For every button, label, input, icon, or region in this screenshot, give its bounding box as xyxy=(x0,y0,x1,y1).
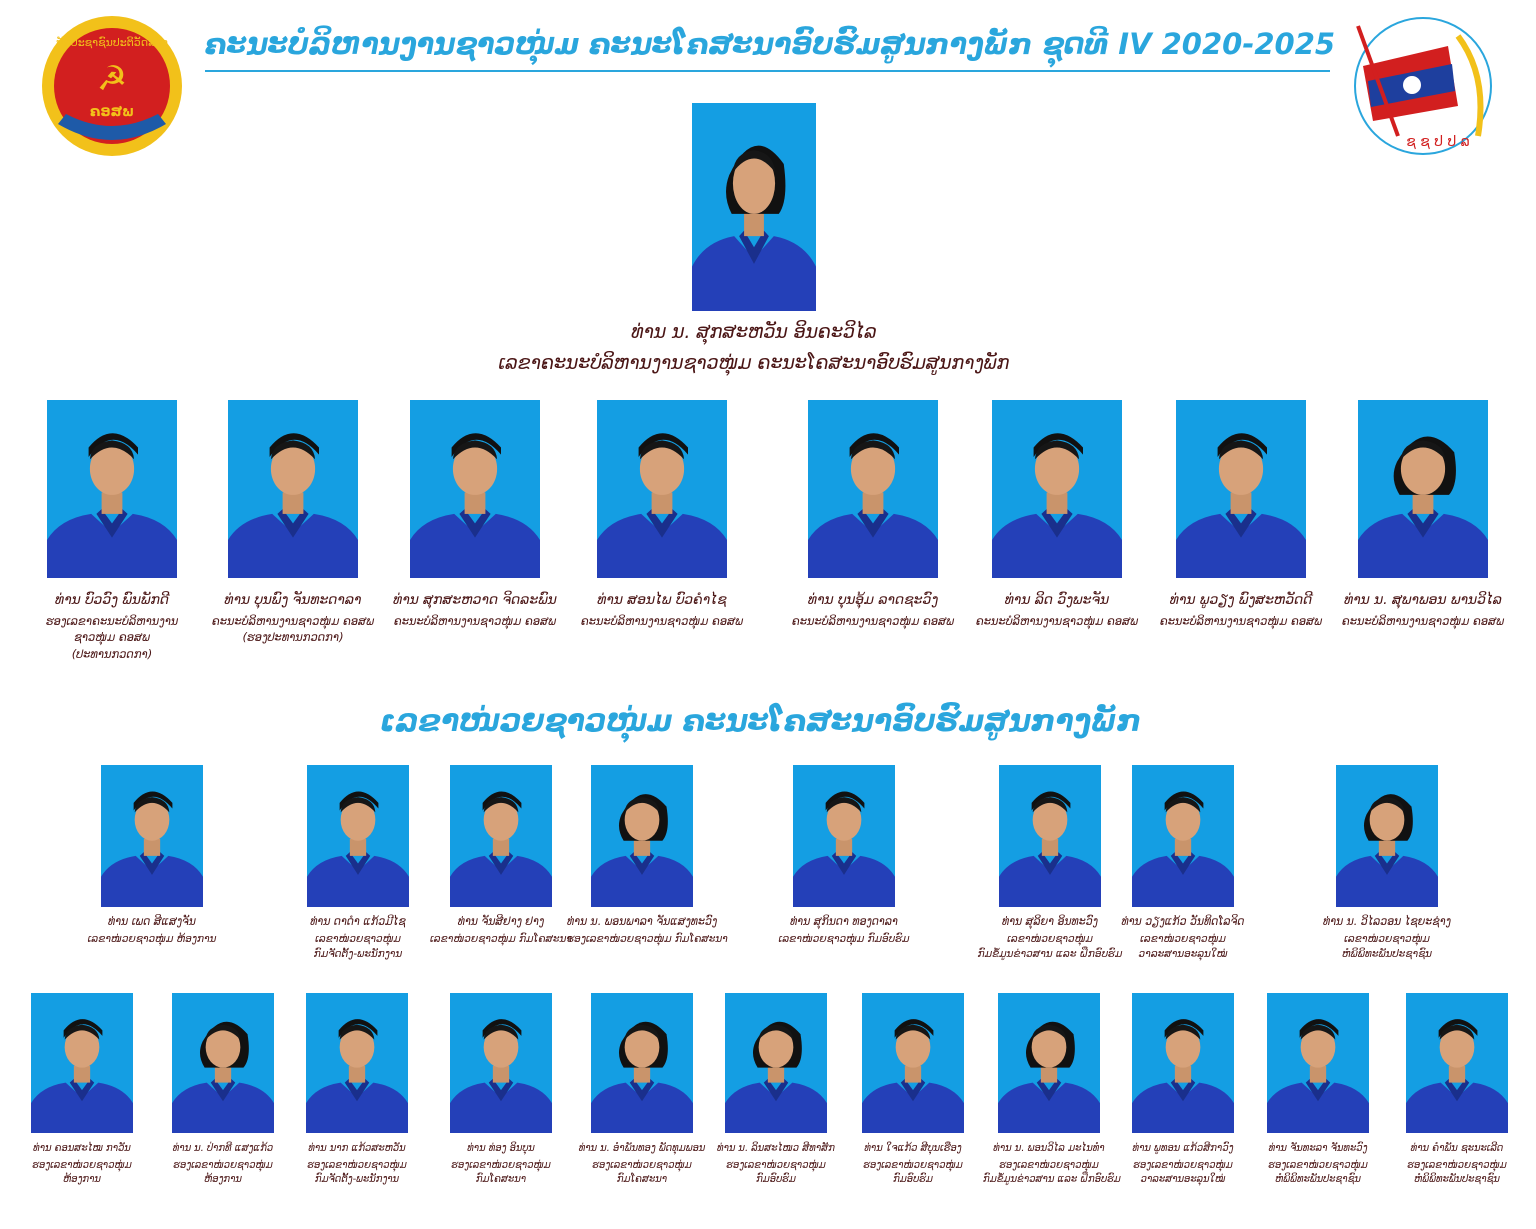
unit-secretary-role-line: ວາລະສານອະລຸນໃໝ່ xyxy=(1138,948,1228,961)
unit-secretary-role-line: ເລຂາໜ່ວຍຊາວໜຸ່ມ xyxy=(1140,933,1226,946)
unit-deputy-role-line: ຮອງເລຂາໜ່ວຍຊາວໜຸ່ມ xyxy=(32,1159,132,1171)
committee-member-photo xyxy=(47,400,177,578)
committee-member-photo xyxy=(1176,400,1306,578)
unit-secretary-role-line: ກົມຂໍ້ມູນຂ່າວສານ ແລະ ຝຶກອົບຮົມ xyxy=(977,948,1123,961)
unit-deputy-role-line: ຫໍພິພິທະພັນປະຊາຊົນ xyxy=(1414,1174,1500,1185)
unit-deputy-photo xyxy=(591,993,693,1133)
secretary-photo xyxy=(692,103,816,311)
unit-deputy-name: ທ່ານ ນ. ປ່າກທີ ແສງແກ້ວ xyxy=(172,1143,274,1154)
secretary-role: ເລຂາຄະນະບໍລິຫານງານຊາວໜຸ່ມ ຄະນະໂຄສະນາອົບຮົມສູນກາງພັກ xyxy=(498,352,1010,374)
unit-secretary-photo xyxy=(101,765,203,907)
committee-member-role-line: ຄະນະບໍລິຫານງານຊາວໜຸ່ມ ຄອສພ xyxy=(580,613,744,628)
unit-secretary-name: ທ່ານ ສຸລິຍາ ອິນທະວົງ xyxy=(1002,915,1098,928)
unit-deputy-photo xyxy=(1267,993,1369,1133)
unit-deputy-name: ທ່ານ ຈັນທະລາ ຈັນທະວົງ xyxy=(1268,1143,1368,1154)
unit-secretary-photo xyxy=(450,765,552,907)
committee-member-name: ທ່ານ ສຸກສະຫວາດ ຈິດລະພົນ xyxy=(393,592,557,608)
party-emblem-logo xyxy=(28,6,196,166)
page-title: ຄະນະບໍລິຫານງານຊາວໜຸ່ມ ຄະນະໂຄສະນາອົບຮົມສູນກາງພັກ ຊຸດທີ IV 2020-2025 xyxy=(205,27,1336,61)
committee-member-name: ທ່ານ ພູວຽງ ພົງສະຫວັດດີ xyxy=(1169,592,1313,608)
committee-member-role-line: ຄະນະບໍລິຫານງານຊາວໜຸ່ມ ຄອສພ xyxy=(791,613,955,628)
unit-deputy-role-line: ຫໍພິພິທະພັນປະຊາຊົນ xyxy=(1275,1174,1361,1185)
unit-deputy-name: ທ່ານ ນ. ລິນສະໄໜວ ສີທາສັກ xyxy=(717,1143,835,1154)
unit-secretary-photo xyxy=(999,765,1101,907)
unit-deputy-name: ທ່ານ ນາກ ແກ້ວສະຫວັນ xyxy=(308,1143,406,1154)
committee-member-role-line: ຄະນະບໍລິຫານງານຊາວໜຸ່ມ ຄອສພ xyxy=(1341,613,1505,628)
committee-member-photo xyxy=(1358,400,1488,578)
unit-deputy-role-line: ຮອງເລຂາໜ່ວຍຊາວໜຸ່ມ xyxy=(451,1159,551,1171)
unit-deputy-role-line: ກົມຈັດຕັ້ງ-ພະນັກງານ xyxy=(314,1174,400,1185)
unit-secretary-photo xyxy=(1336,765,1438,907)
unit-deputy-role-line: ຫ້ອງການ xyxy=(63,1174,101,1185)
committee-member-role-line: ຊາວໜຸ່ມ ຄອສພ xyxy=(73,630,151,645)
unit-deputy-role-line: ຮອງເລຂາໜ່ວຍຊາວໜຸ່ມ xyxy=(1407,1159,1507,1171)
unit-secretary-photo xyxy=(307,765,409,907)
unit-secretary-role-line: ຮອງເລຂາໜ່ວຍຊາວໜຸ່ມ ກົມໂຄສະນາ xyxy=(567,933,728,946)
unit-deputy-photo xyxy=(31,993,133,1133)
unit-deputy-photo xyxy=(1132,993,1234,1133)
committee-member-name: ທ່ານ ບຸນພົງ ຈັນທະດາລາ xyxy=(224,592,362,608)
unit-deputy-role-line: ກົມໂຄສະນາ xyxy=(616,1174,668,1185)
unit-secretary-name: ທ່ານ ວຽງແກ້ວ ວັນທິດໂລຈິດ xyxy=(1121,915,1245,928)
unit-secretary-name: ທ່ານ ຈັນສີຢາງ ຢາງ xyxy=(457,915,545,928)
unit-secretary-name: ທ່ານ ນ. ວິໄລວອນ ໄຊຍະຊ່າງ xyxy=(1323,915,1451,928)
committee-member-photo xyxy=(992,400,1122,578)
unit-deputy-role-line: ຫ້ອງການ xyxy=(204,1174,242,1185)
unit-deputy-name: ທ່ານ ຄຳພັນ ຊະນະເລີດ xyxy=(1410,1143,1504,1154)
unit-deputy-role-line: ວາລະສານອະລຸນໃໝ່ xyxy=(1140,1174,1226,1185)
unit-deputy-photo xyxy=(725,993,827,1133)
unit-deputy-photo xyxy=(450,993,552,1133)
unit-deputy-photo xyxy=(306,993,408,1133)
unit-secretary-role-line: ເລຂາໜ່ວຍຊາວໜຸ່ມ ກົມອົບຮົມ xyxy=(778,933,910,946)
unit-secretary-name: ທ່ານ ນ. ພອນພາລາ ຈັນແສງທະວົງ xyxy=(567,915,718,928)
committee-member-name: ທ່ານ ບຸນອຸ້ມ ລາດຊະວົງ xyxy=(807,592,939,608)
unit-deputy-role-line: ກົມອົບຮົມ xyxy=(893,1174,933,1185)
unit-secretary-role-line: ເລຂາໜ່ວຍຊາວໜຸ່ມ xyxy=(1007,933,1093,946)
unit-secretary-role-line: ກົມຈັດຕັ້ງ-ພະນັກງານ xyxy=(313,948,403,961)
unit-deputy-name: ທ່ານ ນ. ອຳພັນທອງ ພັດທຸມພອນ xyxy=(578,1143,706,1154)
unit-deputy-name: ທ່ານ ນ. ພອນວິໄລ ມະໄນທຳ xyxy=(993,1143,1105,1154)
unit-deputy-role-line: ຮອງເລຂາໜ່ວຍຊາວໜຸ່ມ xyxy=(1268,1159,1368,1171)
committee-member-photo xyxy=(808,400,938,578)
unit-deputy-role-line: ຮອງເລຂາໜ່ວຍຊາວໜຸ່ມ xyxy=(726,1159,826,1171)
title-divider xyxy=(205,70,1330,72)
committee-member-role-line: (ປະທານກວດກາ) xyxy=(71,647,153,662)
committee-member-photo xyxy=(228,400,358,578)
unit-secretary-photo xyxy=(793,765,895,907)
unit-deputy-role-line: ຮອງເລຂາໜ່ວຍຊາວໜຸ່ມ xyxy=(173,1159,273,1171)
committee-member-role-line: ຄະນະບໍລິຫານງານຊາວໜຸ່ມ ຄອສພ xyxy=(975,613,1139,628)
unit-deputy-name: ທ່ານ ຄອນສະໄໝ ກາວັນ xyxy=(33,1143,131,1154)
unit-secretary-role-line: ຫໍພິພິທະພັນປະຊາຊົນ xyxy=(1341,948,1433,961)
unit-secretary-name: ທ່ານ ດາດຳ ແກ້ວມີໄຊ xyxy=(310,915,406,928)
committee-member-photo xyxy=(410,400,540,578)
committee-member-role-line: ຮອງເລຂາຄະນະບໍລິຫານງານ xyxy=(45,613,179,628)
unit-secretary-photo xyxy=(591,765,693,907)
unit-secretary-name: ທ່ານ ສຸກິນດາ ທອງດາລາ xyxy=(790,915,898,928)
unit-deputy-photo xyxy=(998,993,1100,1133)
unit-deputy-role-line: ຮອງເລຂາໜ່ວຍຊາວໜຸ່ມ xyxy=(999,1159,1099,1171)
unit-deputy-role-line: ຮອງເລຂາໜ່ວຍຊາວໜຸ່ມ xyxy=(592,1159,692,1171)
unit-secretary-name: ທ່ານ ເພດ ສີແສງຈັນ xyxy=(108,915,196,928)
svg-text:ພັກປະຊາຊົນປະຕິວັດລາວ: ພັກປະຊາຊົນປະຕິວັດລາວ xyxy=(55,36,169,49)
unit-deputy-role-line: ຮອງເລຂາໜ່ວຍຊາວໜຸ່ມ xyxy=(863,1159,963,1171)
unit-deputy-role-line: ກົມໂຄສະນາ xyxy=(475,1174,527,1185)
unit-deputy-role-line: ຮອງເລຂາໜ່ວຍຊາວໜຸ່ມ xyxy=(1133,1159,1233,1171)
svg-text:ຊ ຊ ປ ປ ລ: ຊ ຊ ປ ປ ລ xyxy=(1406,134,1470,150)
unit-secretary-role-line: ເລຂາໜ່ວຍຊາວໜຸ່ມ ກົມໂຄສະນາ xyxy=(430,933,572,946)
unit-deputy-role-line: ກົມອົບຮົມ xyxy=(756,1174,796,1185)
secretary-name: ທ່ານ ນ. ສຸກສະຫວັນ ອິນຄະວິໄລ xyxy=(631,321,877,343)
committee-member-name: ທ່ານ ບົວວົງ ພົນພັກດີ xyxy=(55,592,169,608)
unit-secretary-role-line: ເລຂາໜ່ວຍຊາວໜຸ່ມ ຫ້ອງການ xyxy=(87,933,217,946)
unit-deputy-name: ທ່ານ ພູທອນ ແກ້ວສີກາວົງ xyxy=(1132,1143,1234,1154)
committee-member-name: ທ່ານ ລິດ ວົງພະຈັນ xyxy=(1004,592,1110,608)
svg-text:☭: ☭ xyxy=(96,59,128,99)
unit-deputy-role-line: ກົມຂໍ້ມູນຂ່າວສານ ແລະ ຝຶກອົບຮົມ xyxy=(983,1174,1121,1185)
unit-secretary-photo xyxy=(1132,765,1234,907)
svg-text:ຄອສພ: ຄອສພ xyxy=(89,104,135,120)
committee-member-name: ທ່ານ ສອນໄພ ບົວຄຳໄຊ xyxy=(597,592,727,608)
unit-deputy-role-line: ຮອງເລຂາໜ່ວຍຊາວໜຸ່ມ xyxy=(307,1159,407,1171)
unit-deputy-photo xyxy=(172,993,274,1133)
committee-member-photo xyxy=(597,400,727,578)
unit-secretary-role-line: ເລຂາໜ່ວຍຊາວໜຸ່ມ xyxy=(1344,933,1430,946)
unit-deputy-name: ທ່ານ ທ່ອງ ອິນບຸນ xyxy=(467,1143,535,1154)
unit-deputy-photo xyxy=(862,993,964,1133)
committee-member-role-line: (ຮອງປະທານກວດກາ) xyxy=(242,630,344,645)
committee-member-role-line: ຄະນະບໍລິຫານງານຊາວໜຸ່ມ ຄອສພ xyxy=(211,613,375,628)
unit-deputy-name: ທ່ານ ໃຈແກ້ວ ສີບຸນເຮືອງ xyxy=(864,1143,962,1154)
units-section-title: ເລຂາໜ່ວຍຊາວໜຸ່ມ ຄະນະໂຄສະນາອົບຮົມສູນກາງພັກ xyxy=(380,704,1142,739)
committee-member-role-line: ຄະນະບໍລິຫານງານຊາວໜຸ່ມ ຄອສພ xyxy=(1159,613,1323,628)
unit-secretary-role-line: ເລຂາໜ່ວຍຊາວໜຸ່ມ xyxy=(315,933,401,946)
committee-member-name: ທ່ານ ນ. ສຸພາພອນ ພານວິໄລ xyxy=(1344,592,1502,608)
unit-deputy-photo xyxy=(1406,993,1508,1133)
committee-member-role-line: ຄະນະບໍລິຫານງານຊາວໜຸ່ມ ຄອສພ xyxy=(393,613,557,628)
youth-union-logo xyxy=(1338,6,1508,166)
